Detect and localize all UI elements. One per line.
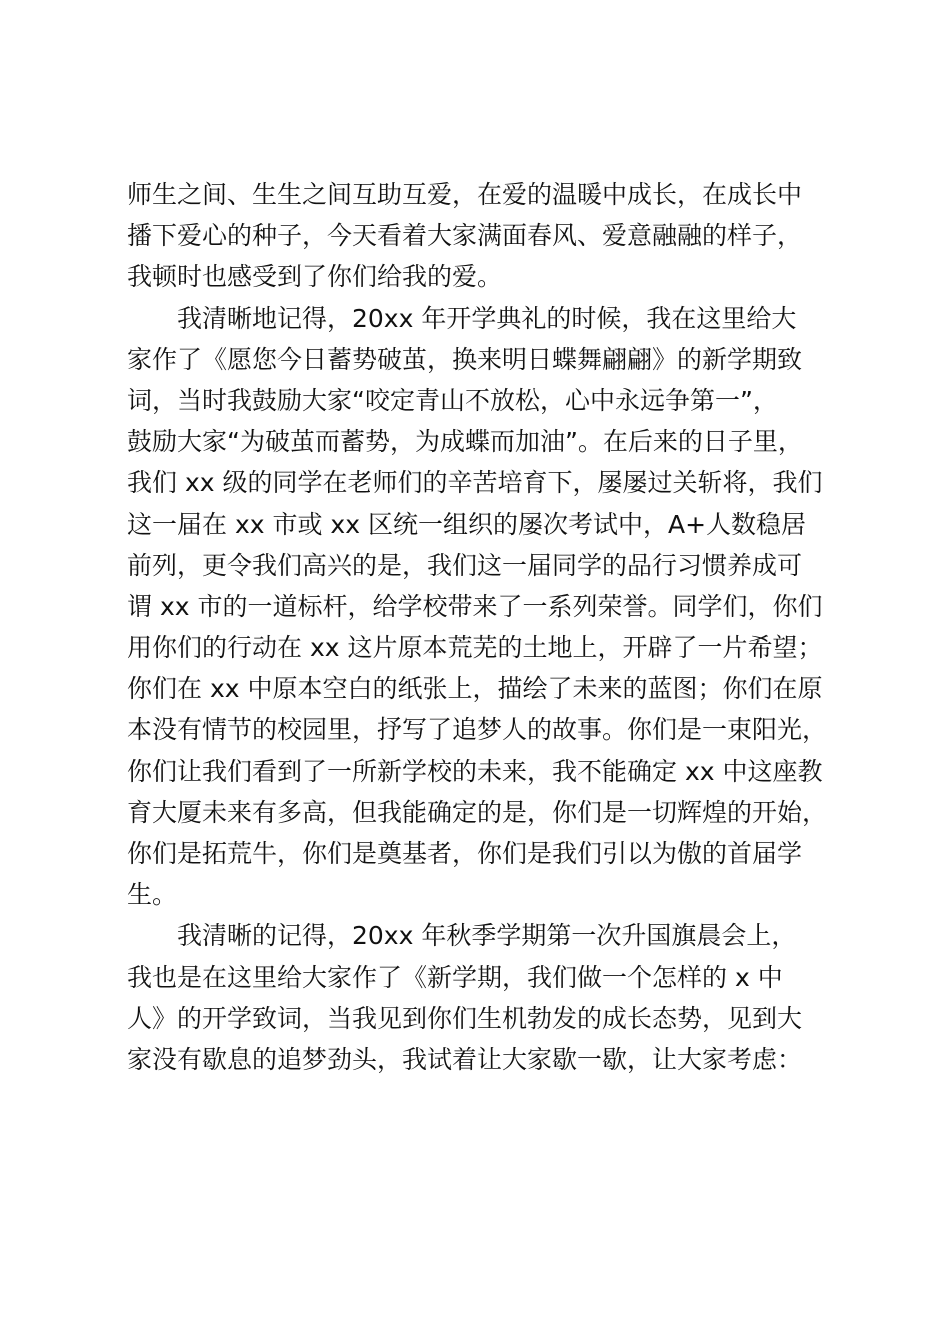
text-line: 人》的开学致词，当我见到你们生机勃发的成长态势，见到大 xyxy=(127,1003,803,1033)
text-line: 你们在 xx 中原本空白的纸张上，描绘了未来的蓝图；你们在原 xyxy=(127,674,823,704)
paragraph xyxy=(127,915,847,1080)
paragraph xyxy=(127,174,847,298)
text-line: 生。 xyxy=(127,880,178,910)
text-line: 前列，更令我们高兴的是，我们这一届同学的品行习惯养成可 xyxy=(127,550,803,580)
text-line: 我顿时也感受到了你们给我的爱。 xyxy=(127,262,503,292)
text-line: 播下爱心的种子，今天看着大家满面春风、爱意融融的样子， xyxy=(127,221,803,251)
text-line: 鼓励大家“为破茧而蓄势，为成蝶而加油”。在后来的日子里， xyxy=(127,427,803,457)
text-line: 我清晰的记得，20xx 年秋季学期第一次升国旗晨会上， xyxy=(177,921,797,951)
text-line: 我清晰地记得，20xx 年开学典礼的时候，我在这里给大 xyxy=(177,303,797,333)
text-line: 谓 xx 市的一道标杆，给学校带来了一系列荣誉。同学们，你们 xyxy=(127,591,823,621)
paragraph xyxy=(127,298,847,916)
text-line: 词，当时我鼓励大家“咬定青山不放松，心中永远争第一”， xyxy=(127,385,778,415)
text-line: 育大厦未来有多高，但我能确定的是，你们是一切辉煌的开始， xyxy=(127,797,828,827)
text-line: 师生之间、生生之间互助互爱，在爱的温暖中成长，在成长中 xyxy=(127,180,803,209)
text-line: 你们让我们看到了一所新学校的未来，我不能确定 xx 中这座教 xyxy=(127,756,823,786)
text-line: 我们 xx 级的同学在老师们的辛苦培育下，屡屡过关斩将，我们 xyxy=(127,468,823,498)
text-line: 本没有情节的校园里，抒写了追梦人的故事。你们是一束阳光， xyxy=(127,715,828,745)
text-line: 用你们的行动在 xx 这片原本荒芜的土地上，开辟了一片希望； xyxy=(127,633,823,663)
text-line: 这一届在 xx 市或 xx 区统一组织的屡次考试中，A+人数稳居 xyxy=(127,509,807,539)
text-line: 我也是在这里给大家作了《新学期，我们做一个怎样的 x 中 xyxy=(127,962,783,992)
text-line: 家没有歇息的追梦劲头，我试着让大家歇一歇，让大家考虑： xyxy=(127,1044,803,1074)
text-line: 你们是拓荒牛，你们是奠基者，你们是我们引以为傲的首届学 xyxy=(127,839,803,868)
document-body xyxy=(127,174,847,1080)
text-line: 家作了《愿您今日蓄势破茧，换来明日蝶舞翩翩》的新学期致 xyxy=(127,344,803,374)
